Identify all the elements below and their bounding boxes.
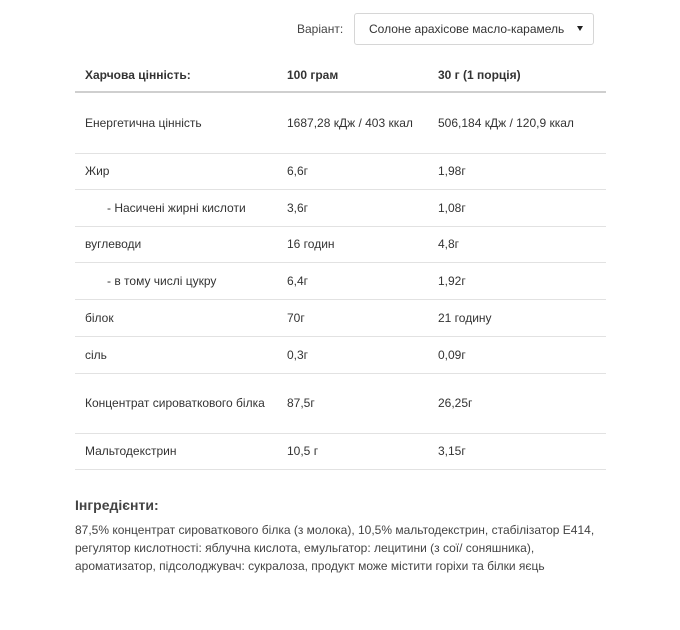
nutrition-table <box>75 59 606 470</box>
header-per-serving: 30 г (1 порція) <box>428 59 606 92</box>
ingredients-text: 87,5% концентрат сироваткового білка (з молока), 10,5% мальтодекстрин, стабілізатор E414, регулятор кислотності: яблучна кислота, емульгатор: лецитини (з сої/ соняшника), ароматизатор, підсолоджувач: сукралоза, продукт може містити горіхи та білки яєць <box>75 523 595 573</box>
row-name: сіль <box>75 336 277 373</box>
variant-dropdown[interactable] <box>354 13 594 45</box>
header-per-100g: 100 грам <box>277 59 428 92</box>
row-per-100g: 87,5г <box>277 373 428 433</box>
row-per-serving: 0,09г <box>428 336 606 373</box>
row-per-serving: 21 годину <box>428 299 606 336</box>
row-per-serving: 26,25г <box>428 373 606 433</box>
row-per-100g: 6,6г <box>277 153 428 189</box>
row-name: Жир <box>75 153 277 189</box>
variant-selected-value: Солоне арахісове масло-карамель <box>369 22 565 36</box>
row-per-100g: 1687,28 кДж / 403 ккал <box>277 92 428 153</box>
row-per-serving: 506,184 кДж / 120,9 ккал <box>428 92 606 153</box>
row-name: вуглеводи <box>75 226 277 262</box>
row-per-100g: 70г <box>277 299 428 336</box>
row-name: Енергетична цінність <box>75 92 277 153</box>
table-row <box>75 153 606 189</box>
row-per-100g: 3,6г <box>277 189 428 226</box>
row-name: Концентрат сироваткового білка <box>75 373 277 433</box>
variant-selector-row <box>297 13 597 45</box>
row-per-100g: 16 годин <box>277 226 428 262</box>
table-row <box>75 299 606 336</box>
row-per-serving: 1,92г <box>428 262 606 299</box>
header-nutrition-value: Харчова цінність: <box>75 59 277 92</box>
caret-down-icon <box>577 26 583 31</box>
row-per-100g: 10,5 г <box>277 433 428 469</box>
row-per-100g: 6,4г <box>277 262 428 299</box>
variant-label: Варіант: <box>297 22 344 36</box>
table-row <box>75 373 606 433</box>
row-name: - Насичені жирні кислоти <box>75 189 277 226</box>
row-name: білок <box>75 299 277 336</box>
row-per-serving: 1,98г <box>428 153 606 189</box>
row-per-serving: 3,15г <box>428 433 606 469</box>
table-row <box>75 226 606 262</box>
row-per-serving: 4,8г <box>428 226 606 262</box>
row-per-serving: 1,08г <box>428 189 606 226</box>
row-name: Мальтодекстрин <box>75 433 277 469</box>
table-row <box>75 262 606 299</box>
table-header-row <box>75 59 606 92</box>
table-row <box>75 336 606 373</box>
table-row <box>75 433 606 469</box>
row-per-100g: 0,3г <box>277 336 428 373</box>
ingredients-heading: Інгредієнти: <box>75 497 159 513</box>
table-row <box>75 189 606 226</box>
row-name: - в тому числі цукру <box>75 262 277 299</box>
table-row <box>75 92 606 153</box>
